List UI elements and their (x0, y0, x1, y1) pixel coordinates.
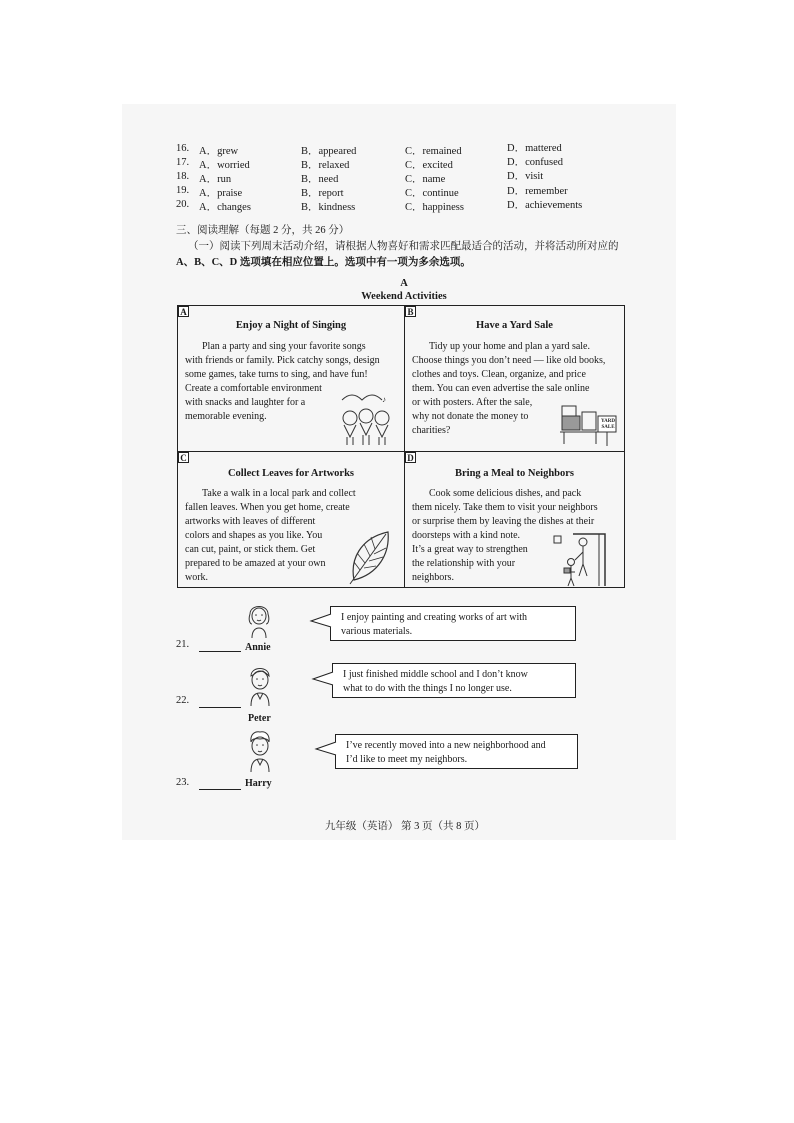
question-number: 23. (176, 777, 190, 788)
singing-kids-illustration (338, 392, 398, 448)
question-number: 19. (176, 185, 190, 196)
leaf-illustration (348, 530, 392, 584)
question-number: 22. (176, 695, 190, 706)
activity-line: memorable evening. (185, 411, 267, 422)
activity-line: artworks with leaves of different (185, 516, 316, 527)
activity-line: prepared to be amazed at your own (185, 558, 326, 569)
answer-blank-21[interactable] (199, 651, 241, 652)
activity-line: why not donate the money to (412, 411, 529, 422)
passage-title: Weekend Activities (361, 291, 447, 302)
activity-line: charities? (412, 425, 451, 436)
activity-line: colors and shapes as you like. You (185, 530, 323, 541)
option-a: A．praise (199, 188, 243, 199)
yard-sale-sign: YARD SALE (601, 419, 615, 430)
activity-line: or surprise them by leaving the dishes at their (412, 516, 595, 527)
annie-portrait-icon (244, 600, 274, 640)
box-letter: B (405, 306, 416, 317)
speech-bubble-annie (330, 606, 576, 641)
option-b: B．relaxed (301, 160, 350, 171)
question-number: 16. (176, 143, 190, 154)
option-b: B．appeared (301, 146, 357, 157)
person-name-annie: Annie (245, 642, 271, 653)
box-letter: A (178, 306, 189, 317)
option-c: C．happiness (405, 202, 464, 213)
option-d: D．visit (507, 171, 544, 182)
activity-line: Choose things you don’t need — like old books, (412, 355, 606, 366)
option-d: D．confused (507, 157, 563, 168)
bubble-line: I’d like to meet my neighbors. (346, 754, 468, 765)
activity-title: Bring a Meal to Neighbors (455, 468, 574, 479)
option-d: D．achievements (507, 200, 583, 211)
answer-blank-22[interactable] (199, 707, 241, 708)
harry-portrait-icon (245, 730, 275, 774)
box-letter: D (405, 452, 416, 463)
option-c: C．continue (405, 188, 459, 199)
person-name-harry: Harry (245, 778, 272, 789)
page-footer: 九年级（英语） 第 3 页（共 8 页） (324, 821, 486, 832)
activity-line: It’s a great way to strengthen (412, 544, 528, 555)
question-number: 20. (176, 199, 190, 210)
activity-line: Create a comfortable environment (185, 383, 322, 394)
speech-bubble-harry (335, 734, 578, 769)
passage-letter: A (400, 278, 408, 289)
bubble-tail (315, 741, 337, 757)
activity-line: or with posters. After the sale, (412, 397, 533, 408)
activity-box-c (177, 451, 405, 588)
activity-line: with friends or family. Pick catchy songs, design (185, 355, 380, 366)
question-number: 21. (176, 639, 190, 650)
option-a: A．grew (199, 146, 239, 157)
option-a: A．worried (199, 160, 250, 171)
option-c: C．name (405, 174, 446, 185)
option-b: B．report (301, 188, 344, 199)
activity-line: neighbors. (412, 572, 454, 583)
activity-line: clothes and toys. Clean, organize, and price (412, 369, 586, 380)
instruction-line-2: A、B、C、D 选项填在相应位置上。选项中有一项为多余选项。 (176, 257, 471, 268)
section-heading: 三、阅读理解（每题 2 分，共 26 分） (176, 225, 350, 236)
bubble-line: I enjoy painting and creating works of art with (341, 612, 528, 623)
person-name-peter: Peter (248, 713, 271, 724)
activity-title: Have a Yard Sale (476, 320, 553, 331)
bubble-line: I just finished middle school and I don’t know (343, 669, 528, 680)
box-letter: C (178, 452, 189, 463)
activity-line: Cook some delicious dishes, and pack (429, 488, 582, 499)
option-b: B．need (301, 174, 339, 185)
option-d: D．remember (507, 186, 568, 197)
activity-box-b (404, 305, 625, 452)
activity-title: Enjoy a Night of Singing (235, 320, 347, 331)
option-d: D．mattered (507, 143, 562, 154)
question-number: 18. (176, 171, 190, 182)
instruction-line-1: （一）阅读下列周末活动介绍，请根据人物喜好和需求匹配最适合的活动，并将活动所对应的 (188, 241, 619, 252)
activity-line: work. (185, 572, 209, 583)
option-b: B．kindness (301, 202, 356, 213)
activity-line: with snacks and laughter for a (185, 397, 306, 408)
activity-line: can cut, paint, or stick them. Get (185, 544, 316, 555)
option-c: C．excited (405, 160, 453, 171)
bubble-line: I’ve recently moved into a new neighborhood and (346, 740, 546, 751)
option-c: C．remained (405, 146, 462, 157)
option-a: A．run (199, 174, 232, 185)
neighbor-door-illustration (553, 532, 613, 588)
bubble-tail (312, 671, 334, 687)
activity-title: Collect Leaves for Artworks (227, 468, 355, 479)
bubble-line: various materials. (341, 626, 413, 637)
speech-bubble-peter (332, 663, 576, 698)
option-a: A．changes (199, 202, 251, 213)
bubble-tail (310, 613, 332, 629)
peter-portrait-icon (245, 664, 275, 708)
activity-box-a (177, 305, 405, 452)
activity-line: the relationship with your (412, 558, 516, 569)
activity-line: fallen leaves. When you get home, create (185, 502, 350, 513)
activity-line: Take a walk in a local park and collect (202, 488, 356, 499)
activity-line: them. You can even advertise the sale online (412, 383, 590, 394)
bubble-line: what to do with the things I no longer use. (343, 683, 512, 694)
activity-line: some games, take turns to sing, and have fun! (185, 369, 368, 380)
activity-line: them nicely. Take them to visit your neighbors (412, 502, 598, 513)
activity-box-d (404, 451, 625, 588)
activity-line: Tidy up your home and plan a yard sale. (429, 341, 590, 352)
activity-line: doorsteps with a kind note. (412, 530, 521, 541)
answer-blank-23[interactable] (199, 789, 241, 790)
question-number: 17. (176, 157, 190, 168)
svg-text:♪: ♪ (382, 395, 386, 404)
activity-line: Plan a party and sing your favorite songs (202, 341, 366, 352)
